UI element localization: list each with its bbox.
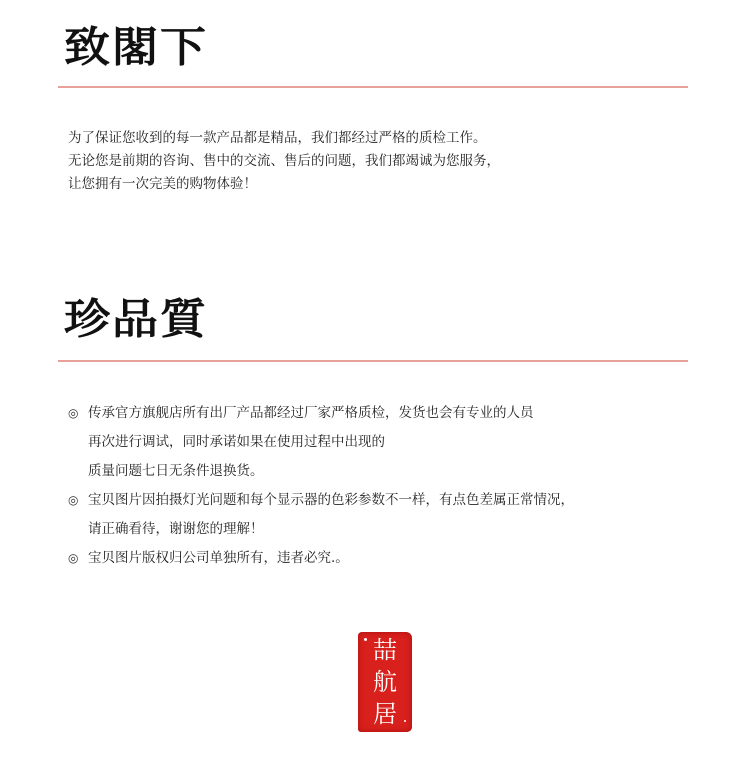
list-item-continuation	[68, 515, 574, 544]
list-item-text: 宝贝图片因拍摄灯光问题和每个显示器的色彩参数不一样，有点色差属正常情况，	[88, 492, 574, 508]
section-divider	[58, 360, 688, 362]
list-item-continuation	[68, 428, 574, 457]
bullet-icon: ◎	[68, 406, 79, 420]
list-item-text: 再次进行调试，同时承诺如果在使用过程中出现的	[88, 434, 385, 450]
quality-list	[68, 399, 574, 573]
seal-char: 航	[373, 668, 397, 696]
section-title-quality: 珍品質	[64, 294, 208, 344]
seal-char: 居	[373, 700, 397, 728]
list-item-text: 传承官方旗舰店所有出厂产品都经过厂家严格质检，发货也会有专业的人员	[88, 405, 534, 421]
list-item-text: 请正确看待，谢谢您的理解！	[88, 521, 264, 537]
greeting-paragraph	[68, 128, 500, 197]
list-item-text: 宝贝图片版权归公司单独所有，违者必究.。	[88, 550, 349, 566]
list-item-continuation	[68, 457, 574, 486]
section-title-greeting: 致閣下	[64, 22, 208, 72]
section-divider	[58, 86, 688, 88]
list-item	[68, 486, 574, 515]
bullet-icon: ◎	[68, 551, 79, 565]
bullet-icon: ◎	[68, 493, 79, 507]
list-item-text: 质量问题七日无条件退换货。	[88, 463, 264, 479]
list-item	[68, 544, 574, 573]
paragraph-line: 无论您是前期的咨询、售中的交流、售后的问题，我们都竭诚为您服务，	[68, 153, 500, 169]
seal-char: 喆	[373, 636, 397, 664]
brand-seal-stamp	[356, 632, 416, 734]
list-item	[68, 399, 574, 428]
paragraph-line: 为了保证您收到的每一款产品都是精品，我们都经过严格的质检工作。	[68, 130, 487, 146]
paragraph-line: 让您拥有一次完美的购物体验！	[68, 176, 257, 192]
